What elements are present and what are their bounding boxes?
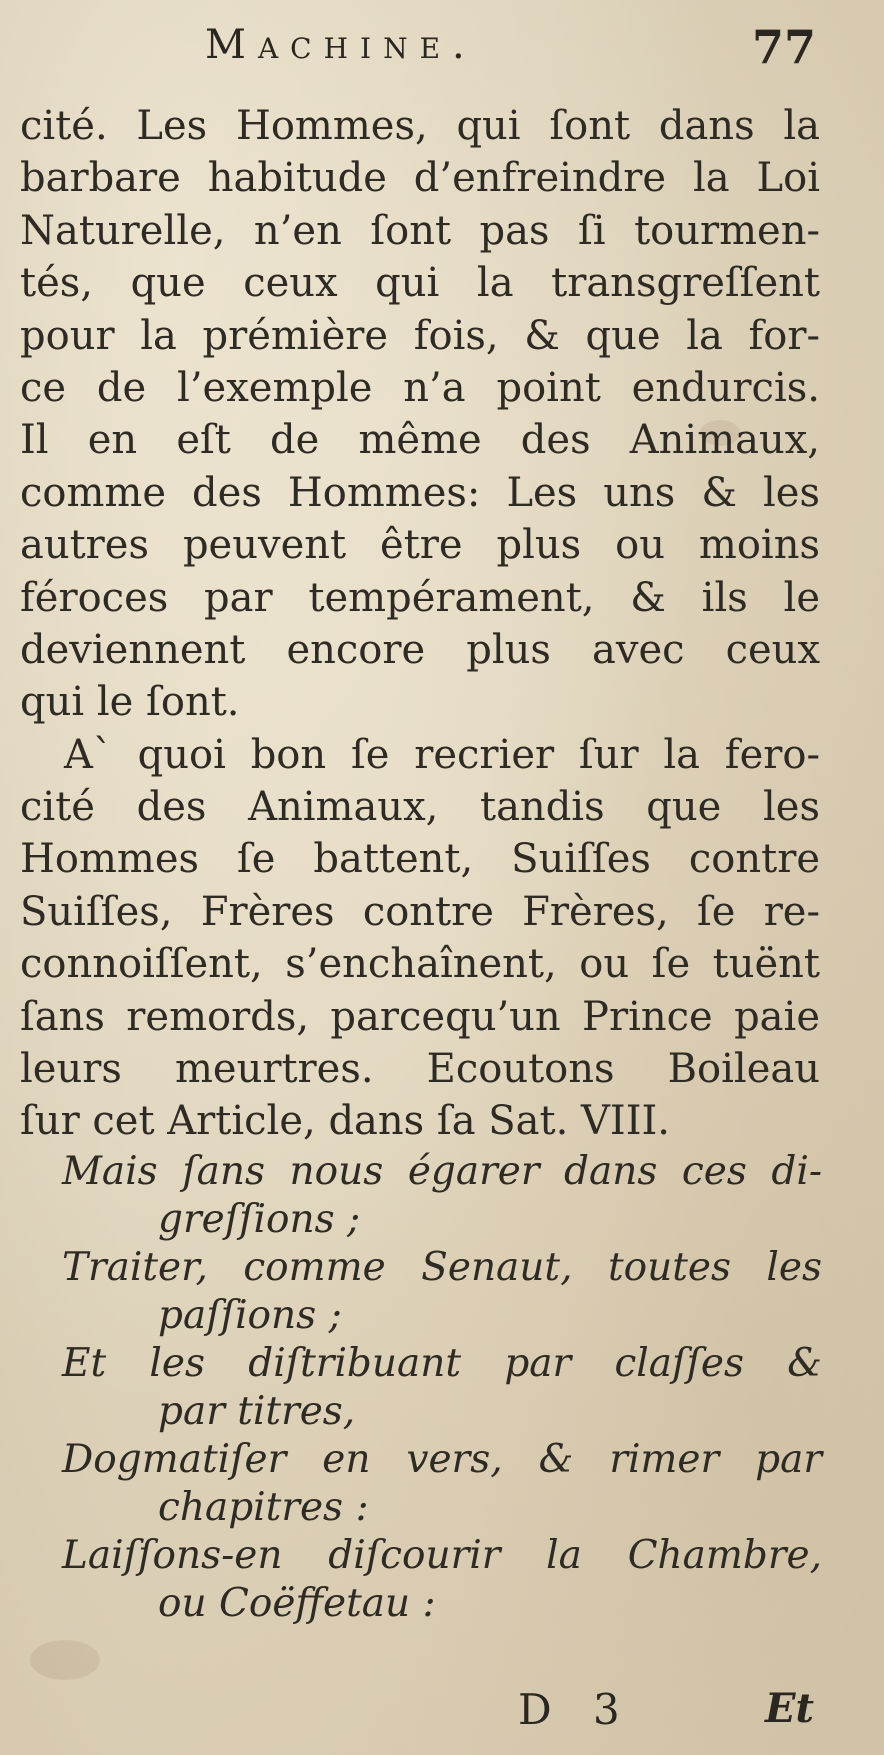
verse-line: Et les diſtribuant par claſſes &: [62, 1341, 822, 1386]
text-line: pour la prémière fois, & que la for-: [20, 312, 820, 359]
text-line: comme des Hommes: Les uns & les: [20, 469, 820, 516]
page-number: 77: [751, 20, 816, 74]
text-line: cité. Les Hommes, qui ſont dans la: [20, 103, 820, 149]
text-line: connoiſſent, s’enchaînent, ou ſe tuënt: [20, 941, 820, 988]
text-line: ce de l’exemple n’a point endurcis.: [20, 364, 820, 411]
verse-line-continuation: ou Coëffetau :: [158, 1581, 436, 1626]
verse-line: Dogmatiſer en vers, & rimer par: [62, 1437, 822, 1482]
verse-line-continuation: greſſions ;: [158, 1197, 361, 1242]
page-footer: [0, 1685, 884, 1745]
catchword: Et: [765, 1685, 814, 1732]
text-line: barbare habitude d’enfreindre la Loi: [20, 155, 820, 202]
text-line: ſans remords, parcequ’un Prince paie: [20, 993, 820, 1040]
page-header: [0, 18, 884, 88]
text-line: qui le ſont.: [20, 679, 240, 726]
paper-stain: [30, 1640, 100, 1680]
verse-line: Laiſſons-en diſcourir la Chambre,: [62, 1533, 822, 1578]
paragraph-start-line: A` quoi bon ſe recrier ſur la fero-: [64, 731, 820, 778]
signature-mark: D 3: [518, 1685, 634, 1734]
text-line: cité des Animaux, tandis que les: [20, 784, 820, 831]
text-line: tés, que ceux qui la transgreſſent: [20, 260, 820, 307]
verse-line-continuation: paſſions ;: [158, 1293, 342, 1338]
verse-line-continuation: chapitres :: [158, 1485, 369, 1530]
text-line: Il en eſt de même des Animaux,: [20, 417, 820, 464]
verse-quotation: [62, 1148, 822, 1628]
text-line: Naturelle, n’en ſont pas ſi tourmen-: [20, 207, 820, 254]
text-line: ſur cet Article, dans ſa Sat. VIII.: [20, 1098, 671, 1145]
text-line: Hommes ſe battent, Suiſſes contre: [20, 836, 820, 883]
text-line: féroces par tempérament, & ils le: [20, 574, 820, 621]
body-text: [20, 100, 820, 1148]
text-line: autres peuvent être plus ou moins: [20, 522, 820, 569]
verse-line-continuation: par titres,: [158, 1389, 356, 1434]
verse-line: Mais ſans nous égarer dans ces di-: [62, 1149, 822, 1194]
text-line: deviennent encore plus avec ceux: [20, 626, 820, 673]
verse-line: Traiter, comme Senaut, toutes les: [62, 1245, 822, 1290]
text-line: Suiſſes, Frères contre Frères, ſe re-: [20, 888, 820, 935]
text-line: leurs meurtres. Ecoutons Boileau: [20, 1046, 820, 1093]
running-head: Machine.: [205, 22, 477, 68]
